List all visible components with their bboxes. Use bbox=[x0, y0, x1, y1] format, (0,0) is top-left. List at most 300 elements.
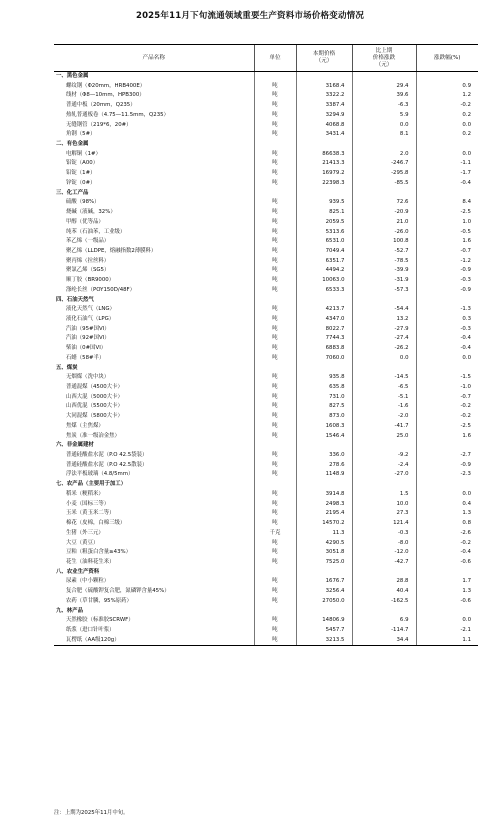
pct-change-cell: -0.2 bbox=[416, 101, 478, 111]
pct-change-cell: -1.2 bbox=[416, 257, 478, 267]
pct-change-cell: -1.3 bbox=[416, 305, 478, 315]
price-cell: 22398.3 bbox=[296, 179, 352, 189]
price-cell: 731.0 bbox=[296, 393, 352, 403]
product-name-cell: 苯乙烯（一级品） bbox=[66, 238, 110, 245]
price-cell: 7525.0 bbox=[296, 558, 352, 568]
section-row bbox=[54, 296, 478, 306]
unit-cell: 吨 bbox=[254, 286, 296, 296]
unit-cell: 吨 bbox=[254, 636, 296, 646]
price-change-cell: 34.4 bbox=[352, 636, 416, 646]
price-change-cell: -246.7 bbox=[352, 159, 416, 169]
table-row bbox=[54, 587, 478, 597]
price-change-cell: -2.0 bbox=[352, 412, 416, 422]
product-name-cell: 生猪（外三元） bbox=[66, 529, 104, 536]
table-row bbox=[54, 169, 478, 179]
unit-cell: 吨 bbox=[254, 412, 296, 422]
unit-cell: 吨 bbox=[254, 548, 296, 558]
product-name-cell: 烧碱（液碱，32%） bbox=[66, 209, 116, 216]
empty-cell bbox=[254, 480, 296, 490]
price-cell: 1608.3 bbox=[296, 422, 352, 432]
unit-cell: 吨 bbox=[254, 228, 296, 238]
pct-change-cell: 0.9 bbox=[416, 82, 478, 92]
section-row bbox=[54, 480, 478, 490]
unit-cell: 吨 bbox=[254, 325, 296, 335]
header-change: 比上期 价格涨跌 （元） bbox=[352, 45, 416, 72]
price-change-cell: -14.5 bbox=[352, 373, 416, 383]
empty-cell bbox=[296, 364, 352, 374]
product-name-cell: 聚丙烯（拉丝料） bbox=[66, 257, 110, 264]
product-name-cell: 纸浆（进口针叶浆） bbox=[66, 626, 115, 633]
price-cell: 2498.3 bbox=[296, 500, 352, 510]
table-row bbox=[54, 529, 478, 539]
price-change-cell: -6.3 bbox=[352, 101, 416, 111]
price-cell: 11.3 bbox=[296, 529, 352, 539]
table-row bbox=[54, 412, 478, 422]
section-row bbox=[54, 140, 478, 150]
price-change-cell: 5.9 bbox=[352, 111, 416, 121]
unit-cell: 吨 bbox=[254, 91, 296, 101]
pct-change-cell: -0.9 bbox=[416, 286, 478, 296]
section-label: 九、林产品 bbox=[56, 607, 83, 614]
section-row bbox=[54, 607, 478, 617]
product-name-cell: 天然橡胶（标准胶SCRWF） bbox=[66, 617, 134, 624]
section-label: 六、非金属建材 bbox=[56, 442, 94, 449]
unit-cell: 吨 bbox=[254, 218, 296, 228]
unit-cell: 吨 bbox=[254, 101, 296, 111]
unit-cell: 吨 bbox=[254, 150, 296, 160]
empty-cell bbox=[296, 72, 352, 82]
unit-cell: 吨 bbox=[254, 198, 296, 208]
unit-cell: 吨 bbox=[254, 82, 296, 92]
product-name-cell: 铝锭（A00） bbox=[66, 160, 99, 167]
table-row bbox=[54, 208, 478, 218]
product-name-cell: 纯苯（石油苯，工业级） bbox=[66, 228, 126, 235]
price-change-cell: -2.4 bbox=[352, 461, 416, 471]
pct-change-cell: -0.4 bbox=[416, 334, 478, 344]
unit-cell: 吨 bbox=[254, 179, 296, 189]
price-cell: 3294.9 bbox=[296, 111, 352, 121]
table-row bbox=[54, 422, 478, 432]
empty-cell bbox=[254, 72, 296, 82]
price-cell: 2195.4 bbox=[296, 509, 352, 519]
price-change-cell: 121.4 bbox=[352, 519, 416, 529]
pct-change-cell: 0.8 bbox=[416, 519, 478, 529]
section-label: 八、农业生产资料 bbox=[56, 568, 100, 575]
product-name-cell: 大同混煤（5800大卡） bbox=[66, 413, 123, 420]
pct-change-cell: 0.4 bbox=[416, 500, 478, 510]
section-label: 一、黑色金属 bbox=[56, 73, 89, 79]
table-row bbox=[54, 470, 478, 480]
price-change-cell: -27.4 bbox=[352, 334, 416, 344]
unit-cell: 吨 bbox=[254, 422, 296, 432]
product-name-cell: 山西优混（5500大卡） bbox=[66, 403, 123, 410]
table-row bbox=[54, 577, 478, 587]
pct-change-cell: -1.1 bbox=[416, 159, 478, 169]
price-change-cell: -54.4 bbox=[352, 305, 416, 315]
pct-change-cell: -0.6 bbox=[416, 558, 478, 568]
unit-cell: 吨 bbox=[254, 344, 296, 354]
table-row bbox=[54, 402, 478, 412]
section-row bbox=[54, 189, 478, 199]
pct-change-cell: -0.2 bbox=[416, 539, 478, 549]
table-row bbox=[54, 451, 478, 461]
product-name-cell: 棉花（皮棉，白棉三级） bbox=[66, 520, 126, 527]
table-row bbox=[54, 266, 478, 276]
table-row bbox=[54, 218, 478, 228]
table-row bbox=[54, 159, 478, 169]
empty-cell bbox=[352, 568, 416, 578]
price-change-cell: 2.0 bbox=[352, 150, 416, 160]
product-name-cell: 大豆（黄豆） bbox=[66, 539, 99, 546]
section-label: 五、煤炭 bbox=[56, 364, 78, 371]
pct-change-cell: 0.0 bbox=[416, 354, 478, 364]
empty-cell bbox=[296, 140, 352, 150]
product-name-cell: 焦炭（准一级冶金焦） bbox=[66, 432, 120, 439]
empty-cell bbox=[416, 296, 478, 306]
pct-change-cell: -0.9 bbox=[416, 266, 478, 276]
price-cell: 336.0 bbox=[296, 451, 352, 461]
table-row bbox=[54, 558, 478, 568]
price-cell: 7060.0 bbox=[296, 354, 352, 364]
product-name-cell: 顺丁胶（BR9000） bbox=[66, 277, 115, 284]
price-cell: 873.0 bbox=[296, 412, 352, 422]
pct-change-cell: -0.4 bbox=[416, 548, 478, 558]
unit-cell: 吨 bbox=[254, 558, 296, 568]
table-row bbox=[54, 539, 478, 549]
pct-change-cell: 0.0 bbox=[416, 490, 478, 500]
pct-change-cell: -0.7 bbox=[416, 393, 478, 403]
pct-change-cell: 1.6 bbox=[416, 237, 478, 247]
product-name-cell: 石蜡（58#半） bbox=[66, 354, 105, 361]
pct-change-cell: 0.0 bbox=[416, 616, 478, 626]
price-cell: 4290.5 bbox=[296, 539, 352, 549]
unit-cell: 吨 bbox=[254, 305, 296, 315]
price-cell: 1676.7 bbox=[296, 577, 352, 587]
empty-cell bbox=[352, 607, 416, 617]
pct-change-cell: -2.5 bbox=[416, 422, 478, 432]
price-change-cell: 1.5 bbox=[352, 490, 416, 500]
unit-cell: 吨 bbox=[254, 315, 296, 325]
unit-cell: 吨 bbox=[254, 587, 296, 597]
table-row bbox=[54, 509, 478, 519]
table-row bbox=[54, 334, 478, 344]
section-label: 七、农产品（主要用于加工） bbox=[56, 481, 127, 488]
price-change-cell: 10.0 bbox=[352, 500, 416, 510]
price-cell: 1546.4 bbox=[296, 432, 352, 442]
unit-cell: 吨 bbox=[254, 130, 296, 140]
table-row bbox=[54, 354, 478, 364]
product-name-cell: 螺纹钢（Φ20mm，HRB400E） bbox=[66, 82, 146, 89]
unit-cell: 吨 bbox=[254, 111, 296, 121]
price-cell: 3256.4 bbox=[296, 587, 352, 597]
pct-change-cell: -2.5 bbox=[416, 208, 478, 218]
pct-change-cell: -2.1 bbox=[416, 626, 478, 636]
price-change-cell: 28.8 bbox=[352, 577, 416, 587]
pct-change-cell: 0.2 bbox=[416, 111, 478, 121]
price-change-cell: -9.2 bbox=[352, 451, 416, 461]
price-cell: 4347.0 bbox=[296, 315, 352, 325]
pct-change-cell: -2.6 bbox=[416, 529, 478, 539]
pct-change-cell: -0.6 bbox=[416, 597, 478, 607]
product-name-cell: 角钢（5#） bbox=[66, 131, 96, 138]
empty-cell bbox=[352, 480, 416, 490]
price-cell: 825.1 bbox=[296, 208, 352, 218]
price-change-cell: -27.9 bbox=[352, 325, 416, 335]
product-name-cell: 农药（草甘膦，95%原药） bbox=[66, 597, 132, 604]
table-row bbox=[54, 616, 478, 626]
empty-cell bbox=[254, 189, 296, 199]
empty-cell bbox=[254, 441, 296, 451]
price-table bbox=[54, 44, 478, 646]
table-row bbox=[54, 519, 478, 529]
product-name-cell: 热轧普通板卷（4.75—11.5mm，Q235） bbox=[66, 111, 169, 118]
pct-change-cell: -0.7 bbox=[416, 247, 478, 257]
price-change-cell: -39.9 bbox=[352, 266, 416, 276]
table-row bbox=[54, 198, 478, 208]
price-change-cell: -52.7 bbox=[352, 247, 416, 257]
price-change-cell: 13.2 bbox=[352, 315, 416, 325]
product-name-cell: 普通中板（20mm，Q235） bbox=[66, 102, 136, 109]
header-unit: 单位 bbox=[254, 45, 296, 72]
table-row bbox=[54, 383, 478, 393]
price-cell: 5313.6 bbox=[296, 228, 352, 238]
section-label: 四、石油天然气 bbox=[56, 296, 94, 303]
pct-change-cell: -2.3 bbox=[416, 470, 478, 480]
price-cell: 2059.5 bbox=[296, 218, 352, 228]
table-row bbox=[54, 315, 478, 325]
unit-cell: 吨 bbox=[254, 393, 296, 403]
pct-change-cell: -0.9 bbox=[416, 461, 478, 471]
pct-change-cell: 0.0 bbox=[416, 121, 478, 131]
unit-cell: 千克 bbox=[254, 529, 296, 539]
page-title: 2025年11月下旬流通领域重要生产资料市场价格变动情况 bbox=[135, 11, 365, 21]
pct-change-cell: -2.7 bbox=[416, 451, 478, 461]
table-row bbox=[54, 257, 478, 267]
price-change-cell: -5.1 bbox=[352, 393, 416, 403]
price-change-cell: -1.6 bbox=[352, 402, 416, 412]
empty-cell bbox=[416, 480, 478, 490]
table-row bbox=[54, 373, 478, 383]
header-pct-change: 涨跌幅(%) bbox=[416, 45, 478, 72]
product-name-cell: 线材（Φ8—10mm，HPB300） bbox=[66, 92, 145, 99]
product-name-cell: 玉米（黄玉米二等） bbox=[66, 510, 115, 517]
price-cell: 3387.4 bbox=[296, 101, 352, 111]
empty-cell bbox=[296, 607, 352, 617]
unit-cell: 吨 bbox=[254, 461, 296, 471]
header-product-name: 产品名称 bbox=[54, 45, 254, 72]
price-cell: 635.8 bbox=[296, 383, 352, 393]
pct-change-cell: -1.0 bbox=[416, 383, 478, 393]
price-cell: 3322.2 bbox=[296, 91, 352, 101]
pct-change-cell: 1.7 bbox=[416, 577, 478, 587]
table-row bbox=[54, 500, 478, 510]
unit-cell: 吨 bbox=[254, 616, 296, 626]
product-name-cell: 聚乙烯（LLDPE，熔融指数2薄膜料） bbox=[66, 247, 157, 254]
table-row bbox=[54, 101, 478, 111]
empty-cell bbox=[352, 296, 416, 306]
price-cell: 14570.2 bbox=[296, 519, 352, 529]
table-row bbox=[54, 150, 478, 160]
table-row bbox=[54, 276, 478, 286]
price-change-cell: -0.3 bbox=[352, 529, 416, 539]
product-name-cell: 聚氯乙烯（SG5） bbox=[66, 267, 110, 274]
price-change-cell: -27.0 bbox=[352, 470, 416, 480]
table-row bbox=[54, 305, 478, 315]
table-row bbox=[54, 626, 478, 636]
empty-cell bbox=[254, 296, 296, 306]
price-cell: 3431.4 bbox=[296, 130, 352, 140]
unit-cell: 吨 bbox=[254, 169, 296, 179]
price-change-cell: -26.0 bbox=[352, 228, 416, 238]
table-row bbox=[54, 548, 478, 558]
price-cell: 3213.5 bbox=[296, 636, 352, 646]
pct-change-cell: 8.4 bbox=[416, 198, 478, 208]
table-row bbox=[54, 237, 478, 247]
product-name-cell: 普通混煤（4500大卡） bbox=[66, 384, 123, 390]
unit-cell: 吨 bbox=[254, 626, 296, 636]
price-cell: 7049.4 bbox=[296, 247, 352, 257]
empty-cell bbox=[296, 568, 352, 578]
product-name-cell: 锌锭（0#） bbox=[66, 179, 96, 186]
price-cell: 827.5 bbox=[296, 402, 352, 412]
pct-change-cell: 0.0 bbox=[416, 150, 478, 160]
empty-cell bbox=[416, 441, 478, 451]
price-cell: 278.6 bbox=[296, 461, 352, 471]
table-row bbox=[54, 179, 478, 189]
empty-cell bbox=[352, 72, 416, 82]
product-name-cell: 稻米（粳稻米） bbox=[66, 490, 104, 497]
table-row bbox=[54, 91, 478, 101]
section-label: 三、化工产品 bbox=[56, 189, 89, 196]
price-cell: 14806.9 bbox=[296, 616, 352, 626]
empty-cell bbox=[254, 568, 296, 578]
pct-change-cell: 1.2 bbox=[416, 91, 478, 101]
unit-cell: 吨 bbox=[254, 451, 296, 461]
section-row bbox=[54, 441, 478, 451]
price-cell: 8022.7 bbox=[296, 325, 352, 335]
empty-cell bbox=[296, 189, 352, 199]
price-change-cell: 100.8 bbox=[352, 237, 416, 247]
pct-change-cell: -1.5 bbox=[416, 373, 478, 383]
unit-cell: 吨 bbox=[254, 500, 296, 510]
unit-cell: 吨 bbox=[254, 470, 296, 480]
empty-cell bbox=[296, 480, 352, 490]
section-row bbox=[54, 568, 478, 578]
product-name-cell: 普通硅酸盐水泥（P.O 42.5袋装） bbox=[66, 452, 148, 459]
price-cell: 3914.8 bbox=[296, 490, 352, 500]
unit-cell: 吨 bbox=[254, 539, 296, 549]
unit-cell: 吨 bbox=[254, 383, 296, 393]
table-header-row bbox=[54, 45, 478, 72]
empty-cell bbox=[416, 72, 478, 82]
table-row bbox=[54, 130, 478, 140]
product-name-cell: 硫酸（98%） bbox=[66, 199, 100, 206]
unit-cell: 吨 bbox=[254, 490, 296, 500]
unit-cell: 吨 bbox=[254, 257, 296, 267]
section-label: 二、有色金属 bbox=[56, 141, 89, 148]
table-body bbox=[54, 72, 478, 646]
price-change-cell: 0.0 bbox=[352, 354, 416, 364]
product-name-cell: 山西大混（5000大卡） bbox=[66, 393, 123, 400]
price-cell: 3051.8 bbox=[296, 548, 352, 558]
product-name-cell: 豆粕（粗蛋白含量≥43%） bbox=[66, 549, 132, 556]
unit-cell: 吨 bbox=[254, 519, 296, 529]
product-name-cell: 小麦（国标三等） bbox=[66, 500, 110, 507]
unit-cell: 吨 bbox=[254, 121, 296, 131]
price-change-cell: 40.4 bbox=[352, 587, 416, 597]
empty-cell bbox=[416, 364, 478, 374]
pct-change-cell: -0.2 bbox=[416, 402, 478, 412]
table-row bbox=[54, 393, 478, 403]
price-change-cell: -78.5 bbox=[352, 257, 416, 267]
unit-cell: 吨 bbox=[254, 577, 296, 587]
empty-cell bbox=[352, 441, 416, 451]
table-row bbox=[54, 286, 478, 296]
pct-change-cell: 1.1 bbox=[416, 636, 478, 646]
product-name-cell: 汽油（92#国VI） bbox=[66, 335, 110, 342]
price-cell: 4494.2 bbox=[296, 266, 352, 276]
product-name-cell: 铅锭（1#） bbox=[66, 170, 96, 177]
pct-change-cell: -0.3 bbox=[416, 325, 478, 335]
price-change-cell: 21.0 bbox=[352, 218, 416, 228]
price-cell: 935.8 bbox=[296, 373, 352, 383]
price-change-cell: 6.9 bbox=[352, 616, 416, 626]
unit-cell: 吨 bbox=[254, 266, 296, 276]
price-cell: 6531.0 bbox=[296, 237, 352, 247]
table-row bbox=[54, 325, 478, 335]
price-change-cell: -31.9 bbox=[352, 276, 416, 286]
product-name-cell: 瓦楞纸（AA级120g） bbox=[54, 636, 254, 646]
price-change-cell: 0.0 bbox=[352, 121, 416, 131]
pct-change-cell: 1.3 bbox=[416, 587, 478, 597]
price-change-cell: 8.1 bbox=[352, 130, 416, 140]
empty-cell bbox=[352, 140, 416, 150]
price-cell: 21413.3 bbox=[296, 159, 352, 169]
empty-cell bbox=[416, 568, 478, 578]
unit-cell: 吨 bbox=[254, 334, 296, 344]
unit-cell: 吨 bbox=[254, 208, 296, 218]
empty-cell bbox=[416, 189, 478, 199]
empty-cell bbox=[416, 607, 478, 617]
price-cell: 27050.0 bbox=[296, 597, 352, 607]
unit-cell: 吨 bbox=[254, 354, 296, 364]
unit-cell: 吨 bbox=[254, 402, 296, 412]
footnote: 注：上期为2025年11月中旬。 bbox=[54, 810, 129, 816]
price-cell: 1148.9 bbox=[296, 470, 352, 480]
empty-cell bbox=[296, 296, 352, 306]
price-change-cell: 25.0 bbox=[352, 432, 416, 442]
price-change-cell: -6.5 bbox=[352, 383, 416, 393]
product-name-cell: 甲醇（优等品） bbox=[66, 218, 104, 225]
unit-cell: 吨 bbox=[254, 373, 296, 383]
price-change-cell: -295.8 bbox=[352, 169, 416, 179]
price-change-cell: -57.3 bbox=[352, 286, 416, 296]
price-change-cell: -114.7 bbox=[352, 626, 416, 636]
price-change-cell: -12.0 bbox=[352, 548, 416, 558]
section-row bbox=[54, 364, 478, 374]
product-name-cell: 汽油（95#国VI） bbox=[66, 325, 110, 332]
table-row bbox=[54, 597, 478, 607]
price-cell: 6883.8 bbox=[296, 344, 352, 354]
product-name-cell: 普通硅酸盐水泥（P.O 42.5散装） bbox=[66, 461, 148, 468]
pct-change-cell: -1.7 bbox=[416, 169, 478, 179]
product-name-cell: 无缝钢管（219*6，20#） bbox=[66, 121, 132, 128]
section-row bbox=[54, 72, 478, 82]
unit-cell: 吨 bbox=[254, 247, 296, 257]
empty-cell bbox=[254, 140, 296, 150]
price-cell: 16979.2 bbox=[296, 169, 352, 179]
price-change-cell: 27.3 bbox=[352, 509, 416, 519]
